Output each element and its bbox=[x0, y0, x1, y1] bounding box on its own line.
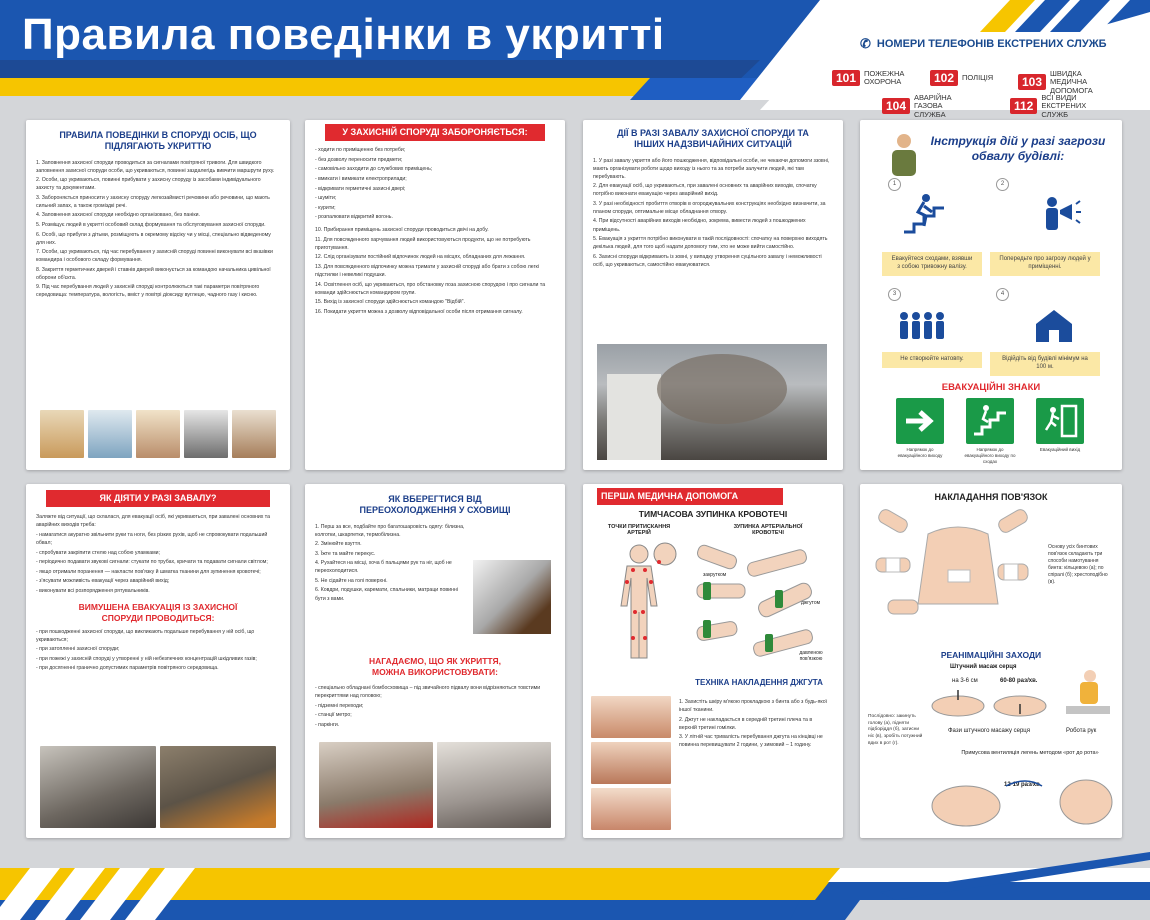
rule-item: 14. Освітлення осіб, що укриваються, про обстановку поза захисною спорудою і про сигнали та команди здійснюється командиром групи. bbox=[315, 281, 546, 296]
page-title: Правила поведінки в укритті bbox=[22, 10, 665, 59]
rule-item: - спробувати закріпити стелю над собою уламками; bbox=[36, 549, 161, 556]
cpr-illustration bbox=[930, 684, 1050, 724]
rule-item: 1. Захистіть шкіру м'якою прокладкою з бинта або з будь-якої іншої тканини. bbox=[679, 699, 828, 714]
panel-title: У ЗАХИСНІЙ СПОРУДІ ЗАБОРОНЯЄТЬСЯ: bbox=[325, 124, 545, 141]
rule-item: 4. Заповнення захисної споруди необхідно організовано, без паніки. bbox=[36, 212, 200, 219]
rule-item: - відкривати герметичні захисні двері; bbox=[315, 185, 406, 192]
rule-item: - ходити по приміщенню без потреби; bbox=[315, 147, 406, 154]
photo-step-2 bbox=[591, 742, 671, 784]
left-note: Послідовно: закинуть голову (а), підняти підборіддя (б), затисни ніс (в), зробіть потужний вдих в рот (г). bbox=[868, 714, 923, 746]
label-vent-rate: 12-19 раз/хв. bbox=[1004, 782, 1042, 788]
sign-label: Напрямок до евакуаційного виходу по сходах bbox=[964, 447, 1016, 464]
sub-text bbox=[26, 628, 290, 673]
rule-item: 13. Для повсякденного відпочинку можна тримати у захисній споруді або брати з собою легкі підстилки і невеликі подушки. bbox=[315, 264, 539, 279]
rule-item: - шуміти; bbox=[315, 195, 337, 202]
panel-title: ЯК ДІЯТИ У РАЗІ ЗАВАЛУ? bbox=[46, 490, 270, 507]
rule-item: 1. Заповнення захисної споруди проводиться за сигналами повітряної тривоги. Для швидкого заповнення захисної споруди особи, що укриваються, повинні заздалегідь вивчити маршрути руху. bbox=[36, 159, 275, 174]
rule-item: 2. Особи, що укриваються, повинні прибувати у захисну споруду із засобами індивідуального захисту та документами. bbox=[36, 177, 261, 192]
rule-item: 12. Слід організувати постійний відпочинок людей на місцях, обладнаних для лежання. bbox=[315, 254, 526, 261]
panel-title: НАКЛАДАННЯ ПОВ'ЯЗОК bbox=[934, 492, 1048, 502]
photo-step-1 bbox=[591, 696, 671, 738]
phone-item bbox=[1010, 94, 1103, 119]
sign-label: Напрямок до евакуаційного виходу bbox=[897, 447, 943, 458]
head-profile-icon bbox=[649, 540, 683, 580]
instruction-step bbox=[860, 178, 988, 270]
label-depth: на 3-6 см bbox=[952, 678, 978, 684]
sub-title: НАГАДАЄМО, ЩО ЯК УКРИТТЯ, МОЖНА ВИКОРИСТОВУВАТИ: bbox=[369, 656, 501, 677]
rule-item: - без дозволу переносити предмети; bbox=[315, 156, 403, 163]
rule-item: 3. Їжте та майте перекус. bbox=[315, 550, 376, 557]
phone-label: АВАРІЙНА ГАЗОВА СЛУЖБА bbox=[914, 93, 952, 119]
tourniquet-photos bbox=[591, 696, 671, 830]
label-hands: Робота рук bbox=[1066, 728, 1097, 734]
panel-prohibited bbox=[305, 120, 565, 470]
rule-item: 10. Прибирання приміщень захисної споруди проводиться двічі на добу. bbox=[315, 227, 489, 234]
phone-icon: ✆ bbox=[860, 36, 871, 51]
illustration-house bbox=[40, 410, 84, 458]
instruction-step bbox=[860, 288, 988, 376]
step-caption: Відійдіть від будівлі мінімум на 100 м. bbox=[990, 352, 1100, 376]
rule-item: 15. Вихід із захисної споруди здійснюється командою "Відбій". bbox=[315, 299, 465, 306]
rule-item: 6. Особі, що прибули з дітьми, розміщують в окремому відсіку чи у місці, спеціально відведеному для них. bbox=[36, 231, 271, 246]
label-ventilation: Примусова вентиляція легень методом «рот до рота» bbox=[961, 750, 1099, 756]
phone-number: 102 bbox=[930, 70, 958, 86]
photo-destroyed-building bbox=[40, 746, 156, 828]
rule-item: 2. Змінюйте взуття. bbox=[315, 541, 362, 548]
sub-title: ТИМЧАСОВА ЗУПИНКА КРОВОТЕЧІ bbox=[638, 509, 788, 520]
person-icon bbox=[888, 132, 920, 176]
photos bbox=[319, 742, 551, 828]
rule-item: 6. Ковдри, подушки, каремати, спальники, матраци повинні бути з вами. bbox=[315, 587, 458, 602]
phone-number: 103 bbox=[1018, 74, 1046, 90]
panel-text bbox=[583, 157, 843, 269]
photo-collapsed-building bbox=[597, 344, 827, 460]
signs-title: ЕВАКУАЦІЙНІ ЗНАКИ bbox=[941, 382, 1041, 393]
ventilation-illustration bbox=[926, 766, 1116, 832]
rule-item: - самовільно заходити до службових приміщень; bbox=[315, 166, 433, 173]
rule-item: 7. Особи, що укриваються, під час перебування у захисній споруді повинні виконувати всі вказівки командира і особового складу формування. bbox=[36, 249, 273, 264]
crowd-icon bbox=[894, 302, 954, 348]
rule-item: 4. При відсутності аварійних виходів необхідно, зокрема, вивести людей з пошкоджених приміщень. bbox=[593, 218, 806, 233]
rule-item: - при пошкодженні захисної споруди, що викликають подальше перебування у ній осіб, що укриваються; bbox=[36, 628, 255, 643]
rule-item: 2. Джгут не накладається в середній третині плеча та в верхній третині гомілки. bbox=[679, 716, 813, 731]
bandage-note: Основу усіх бинтових пов'язок складають три способи намотування бинта: кільцевою (а); по спіралі (б); хрестоподібно (в). bbox=[1048, 544, 1108, 585]
panel-text bbox=[26, 507, 290, 595]
exit-stairs-sign-icon bbox=[966, 398, 1014, 444]
rule-item: - якщо отримали поранення — накласти пов'язку й шматка тканини для зупинення кровотечі; bbox=[36, 568, 261, 575]
photo-underpass bbox=[437, 742, 551, 828]
rule-item: 1. У разі завалу укриття або його пошкодження, відповідальні особи, не чекаючи допомоги ззовні, мають організувати роботи щодо виходу із нього та за потреби залучити людей, які там перебувають. bbox=[593, 157, 830, 180]
panel-title: ПРАВИЛА ПОВЕДІНКИ В СПОРУДІ ОСІБ, ЩО ПІДЛЯГАЮТЬ УКРИТТЮ bbox=[59, 130, 257, 152]
rule-item: 3. Забороняється приносити у захисну споруду легкозаймисті речовини або речовини, що мають сильний запах, а також громіздкі речі. bbox=[36, 194, 270, 209]
label-tourniquet: джгутом bbox=[801, 600, 821, 606]
illustration-persons bbox=[232, 410, 276, 458]
rule-item: 11. Для повсякденного харчування людей використовуються продукти, що не потребують приготування. bbox=[315, 236, 531, 251]
exit-arrow-sign-icon bbox=[896, 398, 944, 444]
illustrations bbox=[40, 410, 276, 458]
rule-item: - паркінги. bbox=[315, 721, 340, 728]
footer-stripes bbox=[0, 842, 1150, 920]
rule-item: 8. Закриття герметичних дверей і ставнів дверей виконується за командою начальника цивільної оборони об'єкта. bbox=[36, 266, 271, 281]
megaphone-icon bbox=[1024, 192, 1084, 238]
sub-title: ВИМУШЕНА ЕВАКУАЦІЯ ІЗ ЗАХИСНОЇ СПОРУДИ ПРОВОДИТЬСЯ: bbox=[78, 602, 238, 623]
photo-rescuers bbox=[160, 746, 276, 828]
rule-item: - станції метро; bbox=[315, 712, 352, 719]
phone-label: ШВИДКА МЕДИЧНА ДОПОМОГА bbox=[1050, 69, 1093, 95]
panel-hypothermia bbox=[305, 484, 565, 838]
panel-text bbox=[305, 141, 565, 316]
rule-item: - розпалювати відкритий вогонь. bbox=[315, 214, 393, 221]
sign-label: Евакуаційний вихід bbox=[1039, 447, 1081, 452]
panel-first-aid bbox=[583, 484, 843, 838]
panel-collapse-actions bbox=[583, 120, 843, 470]
step-number: 2 bbox=[996, 178, 1009, 191]
phone-label: ПОЖЕЖНА ОХОРОНА bbox=[864, 69, 905, 87]
rule-item: - курити; bbox=[315, 204, 336, 211]
panel-instruction bbox=[860, 120, 1122, 470]
label-cpr: Штучний масаж серця bbox=[950, 664, 1017, 670]
phone-item bbox=[832, 70, 926, 87]
rule-item: - при затопленні захисної споруди; bbox=[36, 646, 120, 653]
header bbox=[0, 0, 1150, 119]
rule-item: 9. Під час перебування людей у захисній споруді контролюються такі параметри повітряного середовища: температура, вологість, вміст у повітрі діоксиду вуглецю, чадного газу і кисню. bbox=[36, 284, 260, 299]
label-phases: Фази штучного масажу серця bbox=[948, 728, 1030, 734]
rule-item: - при досягненні гранично допустимих параметрів повітряного середовища. bbox=[36, 665, 219, 672]
rule-item: 5. Не сідайте на голі поверхні. bbox=[315, 577, 388, 584]
bandage-illustration bbox=[868, 504, 1044, 634]
panel-how-to-act bbox=[26, 484, 290, 838]
phone-label: ПОЛІЦІЯ bbox=[962, 72, 994, 82]
sub-text bbox=[305, 684, 565, 730]
rule-item: - підземні переходи; bbox=[315, 702, 364, 709]
illustration-device bbox=[184, 410, 228, 458]
emergency-phones bbox=[832, 36, 1142, 119]
rule-item: - намагатися акуратно звільнити руки та ноги, без різких рухів, щоб не спровокувати подальший обвал; bbox=[36, 531, 268, 546]
phone-item bbox=[1018, 70, 1112, 95]
panel-bandages bbox=[860, 484, 1122, 838]
rule-item: - з'ясувати можливість евакуації через аварійний вихід; bbox=[36, 578, 170, 585]
panel-behavior-rules bbox=[26, 120, 290, 470]
label-pressure-bandage: давленою пов'язкою bbox=[799, 650, 823, 662]
panel-title: ДІЇ В РАЗІ ЗАВАЛУ ЗАХИСНОЇ СПОРУДИ ТА ІНШИХ НАДЗВИЧАЙНИХ СИТУАЦІЙ bbox=[617, 128, 809, 150]
rule-item: - вмикати і вимикати електроприлади; bbox=[315, 175, 407, 182]
rule-item: 3. У разі необхідності пробиття отворів в огороджувальних конструкціях необхідно визначити, за планом споруди, оптимальне місце обладнання отвору. bbox=[593, 200, 826, 215]
panel-title: Інструкція дій у разі загрози обвалу будівлі: bbox=[930, 134, 1106, 163]
rule-item: - спеціально обладнані бомбосховища – під звичайного підвалу вони відрізняються товстими перекриттями над головою; bbox=[315, 685, 541, 700]
phone-item bbox=[882, 94, 976, 119]
rule-item: - періодично подавати звукові сигнали: стукати по трубах, кричати та подавати сигнали світлом; bbox=[36, 559, 268, 566]
step-caption: Попередьте про загрозу людей у приміщенні. bbox=[990, 252, 1100, 276]
illustration-people bbox=[136, 410, 180, 458]
step-caption: Евакуйтеся сходами, взявши з собою тривожну валізу. bbox=[882, 252, 982, 276]
panel-text bbox=[26, 159, 290, 300]
label-rate: 60-80 раз/хв. bbox=[1000, 678, 1038, 684]
instruction-step bbox=[990, 288, 1118, 376]
phone-number: 101 bbox=[832, 70, 860, 86]
rule-item: - виконувати всі розпорядження рятувальників. bbox=[36, 587, 150, 594]
step-number: 3 bbox=[888, 288, 901, 301]
photo-metro-shelter bbox=[319, 742, 433, 828]
rule-item: 2. Для евакуації осіб, що укриваються, при завалені основних та аварійних виходів, спочатку потрібно виконати евакуацію через аварійний вихід. bbox=[593, 183, 817, 198]
phone-number: 112 bbox=[1010, 98, 1037, 114]
phone-label: ВСІ ВИДИ ЕКСТРЕНИХ СЛУЖБ bbox=[1041, 93, 1087, 119]
stairs-icon bbox=[894, 192, 954, 238]
smoke-shape bbox=[657, 354, 787, 424]
label-artery-points: ТОЧКИ ПРИТИСКАННЯ АРТЕРІЙ bbox=[607, 524, 671, 536]
rule-item: 16. Покидати укриття можна з дозволу відповідальної особи після отримання сигналу. bbox=[315, 308, 523, 315]
rule-item: 5. Розміщує людей в укритті особовий склад формування та обслуговування захисної споруди. bbox=[36, 221, 266, 228]
step-caption: Не створюйте натовпу. bbox=[882, 352, 982, 368]
panel-title: ЯК ВБЕРЕГТИСЯ ВІД ПЕРЕОХОЛОДЖЕННЯ У СХОВИЩІ bbox=[359, 494, 511, 516]
rule-item: 5. Евакуація з укриття потрібно виконувати в такій послідовності: спочатку на поверхню виходять декілька людей, для того щоб надати допомогу тим, хто не може вийти самостійно. bbox=[593, 236, 828, 251]
rescuer-icon bbox=[1060, 668, 1114, 716]
panel-text bbox=[305, 523, 475, 603]
photos bbox=[40, 746, 276, 828]
house-icon bbox=[1024, 302, 1084, 348]
sub-title: ТЕХНІКА НАКЛАДЕННЯ ДЖГУТА bbox=[695, 678, 823, 687]
building-shape bbox=[607, 374, 661, 460]
phone-number: 104 bbox=[882, 98, 910, 114]
label-arterial-bleeding: ЗУПИНКА АРТЕРІАЛЬНОЇ КРОВОТЕЧІ bbox=[733, 524, 803, 536]
rule-item: 1. Перш за все, подбайте про багатошаровість одягу: білизна, колготки, шкарпетки, термобілизна. bbox=[315, 523, 465, 538]
phones-title: НОМЕРИ ТЕЛЕФОНІВ ЕКСТРЕНИХ СЛУЖБ bbox=[876, 38, 1107, 50]
rule-item: 4. Рухайтеся на місці, хоча б пальцями рук та ніг, щоб не переохолодитися. bbox=[315, 560, 452, 575]
label-twist: закрутком bbox=[703, 572, 727, 578]
panel-text bbox=[675, 698, 835, 751]
exit-door-sign-icon bbox=[1036, 398, 1084, 444]
rule-item: 6. Захисні споруди відкривають із зовні, у випадку утворення суцільного завалу і неможливості осіб, що укриваються, самостійно евакуюватися. bbox=[593, 253, 822, 268]
illustration-door bbox=[88, 410, 132, 458]
instruction-step bbox=[990, 178, 1118, 270]
rule-item: Заляжте від ситуації, що склалася, для евакуації осіб, які укриваються, при завалені основних та аварійних виходів треба: bbox=[36, 514, 270, 529]
step-number: 1 bbox=[888, 178, 901, 191]
photo-thermos bbox=[473, 560, 551, 634]
step-number: 4 bbox=[996, 288, 1009, 301]
phone-item bbox=[930, 70, 1024, 86]
rule-item: - при пожежі у захисній споруді у утворенні у ній небезпечних концентрацій шкідливих газів; bbox=[36, 655, 257, 662]
photo-step-3 bbox=[591, 788, 671, 830]
panel-title: ПЕРША МЕДИЧНА ДОПОМОГА bbox=[597, 488, 783, 505]
sub-title: РЕАНІМАЦІЙНІ ЗАХОДИ bbox=[940, 650, 1042, 660]
rule-item: 3. У літній час тривалість перебування джгута на кінцівці не повинна перевищувати 2 години, у зимовий – 1 годину. bbox=[679, 734, 823, 749]
